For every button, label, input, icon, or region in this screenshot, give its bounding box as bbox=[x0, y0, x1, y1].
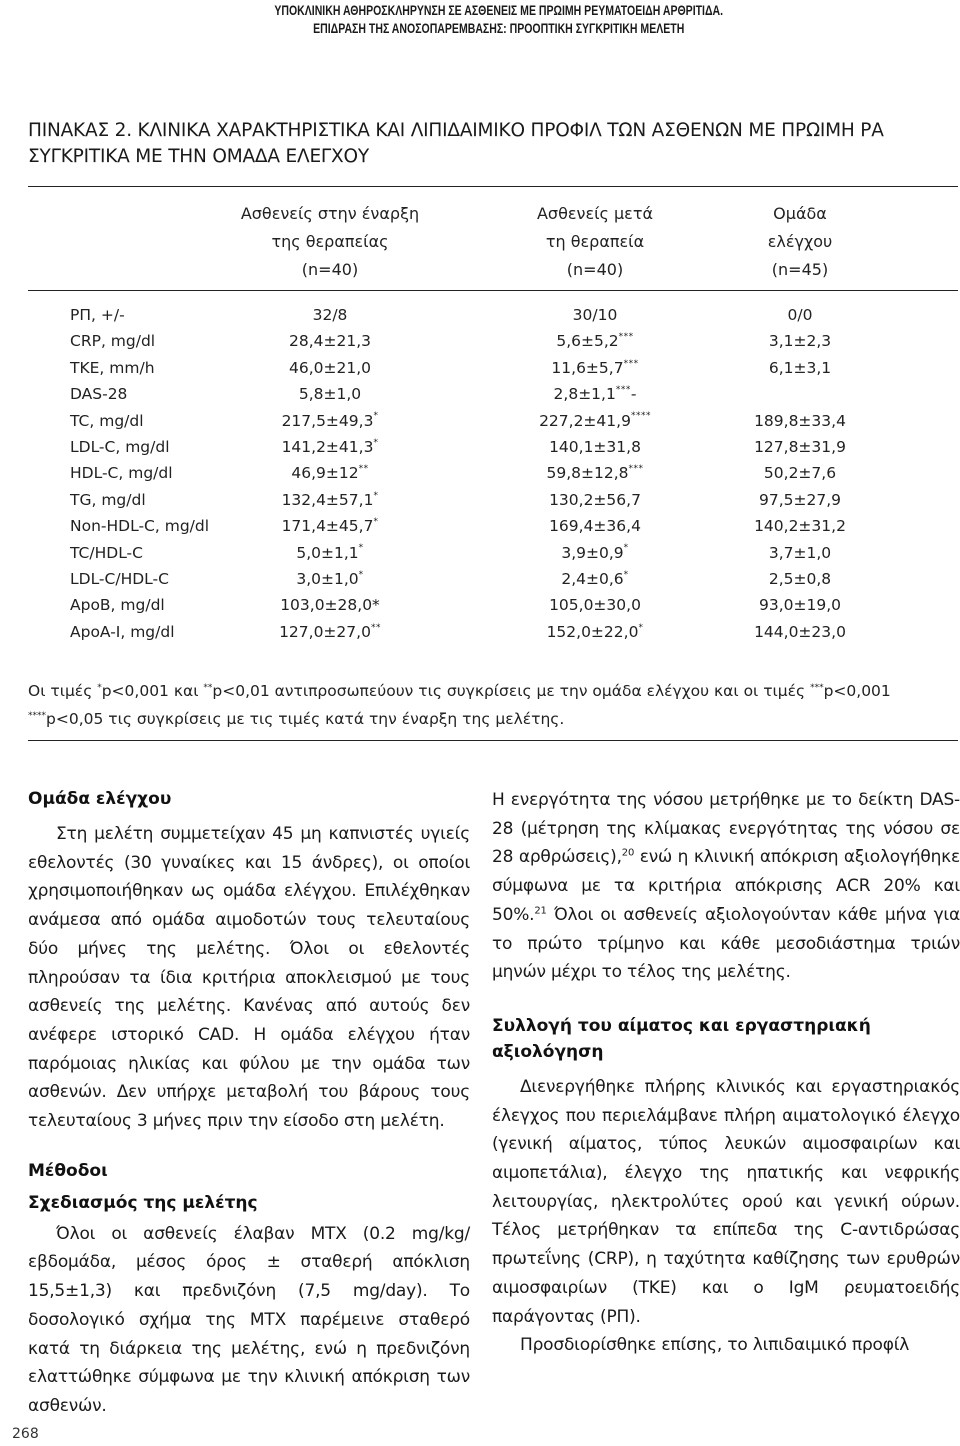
cell-control bbox=[720, 306, 880, 324]
cell-value: 97,5±27,9 bbox=[758, 490, 841, 509]
column-header-control bbox=[720, 200, 880, 284]
row-label bbox=[70, 359, 155, 377]
cell-value: TKE, mm/h bbox=[70, 358, 155, 377]
cell-baseline bbox=[250, 570, 410, 588]
table-title bbox=[28, 118, 948, 170]
column-header-line: (n=40) bbox=[301, 260, 359, 279]
cell-value: 169,4±36,4 bbox=[549, 517, 641, 536]
cell-value: DAS-28 bbox=[70, 385, 128, 404]
row-label bbox=[70, 517, 209, 535]
table-row bbox=[0, 623, 960, 649]
cell-baseline bbox=[250, 438, 410, 456]
column-header-line: της θεραπείας bbox=[271, 232, 389, 251]
significance-marker: *** bbox=[615, 385, 631, 396]
section-heading-study-design: Σχεδιασμός της μελέτης bbox=[28, 1192, 258, 1213]
cell-value: 227,2±41,9 bbox=[539, 411, 631, 430]
cell-control bbox=[720, 544, 880, 562]
table-row bbox=[0, 438, 960, 464]
cell-baseline bbox=[250, 306, 410, 324]
table-row bbox=[0, 332, 960, 358]
cell-value: ApoA-I, mg/dl bbox=[70, 622, 175, 641]
table-row bbox=[0, 359, 960, 385]
cell-baseline bbox=[250, 596, 410, 614]
cell-baseline bbox=[250, 464, 410, 482]
column-header-after-treatment bbox=[505, 200, 685, 284]
right-column bbox=[492, 786, 960, 1360]
cell-control bbox=[720, 517, 880, 535]
significance-marker: * bbox=[358, 543, 364, 554]
significance-marker: * bbox=[638, 622, 644, 633]
cell-value: 50,2±7,6 bbox=[763, 464, 837, 483]
cell-suffix: - bbox=[630, 385, 637, 404]
footnote-star: *** bbox=[810, 683, 824, 693]
table-footnote bbox=[28, 676, 948, 732]
table-row bbox=[0, 517, 960, 543]
cell-value: 171,4±45,7 bbox=[281, 517, 374, 536]
cell-control bbox=[720, 359, 880, 377]
section-heading-blood-collection: Συλλογή του αίματος και εργαστηριακή αξιολόγηση bbox=[492, 1015, 871, 1062]
cell-value: 130,2±56,7 bbox=[549, 490, 641, 509]
cell-after-treatment bbox=[500, 385, 690, 403]
cell-value: 32/8 bbox=[312, 306, 348, 324]
section-heading-methods: Μέθοδοι bbox=[28, 1160, 108, 1181]
cell-baseline bbox=[250, 544, 410, 562]
cell-value: 28,4±21,3 bbox=[288, 332, 371, 351]
cell-control bbox=[720, 491, 880, 509]
cell-after-treatment bbox=[500, 464, 690, 482]
cell-value: 152,0±22,0 bbox=[546, 622, 639, 641]
row-label bbox=[70, 464, 173, 482]
left-column bbox=[28, 786, 470, 1421]
cell-value: 93,0±19,0 bbox=[758, 596, 841, 615]
cell-value: ΡΠ, +/- bbox=[70, 306, 125, 324]
cell-after-treatment bbox=[500, 412, 690, 430]
paragraph-control-group: Στη μελέτη συμμετείχαν 45 μη καπνιστές υγιείς εθελοντές (30 γυναίκες και 15 άνδρες), οι οποίοι χρησιμοποιήθηκαν ως ομάδα ελέγχου. Επιλέχθηκαν ανάμεσα από ομάδα αιμοδοτών τους τελευταίους δύο μήνες της μελέτης. Όλοι οι εθελοντές πληρούσαν τα ίδια κριτήρια αποκλεισμού με τους ασθενείς της μελέτης. Κανένας από αυτούς δεν ανέφερε ιστορικό CAD. Η ομάδα ελέγχου ήταν παρόμοιας ηλικίας και φύλου με την ομάδα των ασθενών. Δεν υπήρχε μεταβολή του βάρους τους τελευταίους 3 μήνες πριν την είσοδο στη μελέτη. bbox=[28, 824, 470, 1132]
cell-value: LDL-C, mg/dl bbox=[70, 438, 170, 456]
cell-value: 105,0±30,0 bbox=[549, 596, 641, 615]
running-header-line2: ΕΠΙΔΡΑΣΗ ΤΗΣ ΑΝΟΣΟΠΑΡΕΜΒΑΣΗΣ: ΠΡΟΟΠΤΙΚΗ ΣΥΓΚΡΙΤΙΚΗ ΜΕΛΕΤΗ bbox=[313, 21, 685, 36]
footnote-star: ** bbox=[203, 683, 213, 693]
footnote-star: **** bbox=[28, 711, 46, 722]
cell-value: 2,8±1,1 bbox=[553, 385, 616, 404]
row-label bbox=[70, 412, 144, 430]
cell-after-treatment bbox=[500, 359, 690, 377]
cell-value: TC/HDL-C bbox=[70, 543, 143, 562]
paragraph-study-design: Όλοι οι ασθενείς έλαβαν MTX (0.2 mg/kg/εβδομάδα, μέσος όρος ± σταθερή απόκλιση 15,5±1,3) και πρεδνιζόνη (7,5 mg/day). Το δοσολογικό σχήμα της MTX παρέμεινε σταθερό κατά τη διάρκεια της μελέτης, ενώ η πρεδνιζόνη ελαττώθηκε σύμφωνα με την κλινική απόκριση των ασθενών. bbox=[28, 1223, 470, 1416]
significance-marker: ** bbox=[370, 622, 381, 633]
footnote-star: * bbox=[97, 683, 102, 693]
table-title-line2: ΣΥΓΚΡΙΤΙΚΑ ΜΕ ΤΗΝ ΟΜΑΔΑ ΕΛΕΓΧΟΥ bbox=[28, 146, 369, 167]
column-header-line: Ασθενείς στην έναρξη bbox=[240, 204, 420, 223]
cell-after-treatment bbox=[500, 332, 690, 350]
column-header-line: Ομάδα bbox=[773, 204, 827, 223]
cell-value: 103,0±28,0* bbox=[280, 596, 380, 615]
cell-after-treatment bbox=[500, 306, 690, 324]
cell-value: 3,1±2,3 bbox=[768, 332, 832, 351]
paragraph-disease-activity bbox=[492, 786, 960, 987]
cell-after-treatment bbox=[500, 623, 690, 641]
running-header-line1: ΥΠΟΚΛΙΝΙΚΗ ΑΘΗΡΟΣΚΛΗΡΥΝΣΗ ΣΕ ΑΣΘΕΝΕΙΣ ΜΕ ΠΡΩΙΜΗ ΡΕΥΜΑΤΟΕΙΔΗ ΑΡΘΡΙΤΙΔΑ. bbox=[274, 3, 724, 18]
cell-after-treatment bbox=[500, 438, 690, 456]
table-title-line1: ΠΙΝΑΚΑΣ 2. ΚΛΙΝΙΚΑ ΧΑΡΑΚΤΗΡΙΣΤΙΚΑ ΚΑΙ ΛΙΠΙΔΑΙΜΙΚΟ ΠΡΟΦΙΛ ΤΩΝ ΑΣΘΕΝΩΝ ΜΕ ΠΡΩΙΜΗ ΡΑ bbox=[28, 120, 884, 141]
cell-baseline bbox=[250, 623, 410, 641]
table-row bbox=[0, 464, 960, 490]
section-heading-control-group: Ομάδα ελέγχου bbox=[28, 789, 172, 809]
cell-value: 189,8±33,4 bbox=[754, 411, 846, 430]
cell-control bbox=[720, 623, 880, 641]
row-label bbox=[70, 438, 170, 456]
cell-value: TG, mg/dl bbox=[70, 490, 146, 509]
cell-value: 5,0±1,1 bbox=[296, 543, 359, 562]
cell-value: 0/0 bbox=[787, 306, 813, 324]
paragraph-text: Η ενεργότητα της νόσου μετρήθηκε με το δείκτη DAS-28 (μέτρηση της κλίμακας ενεργότητας της νόσου σε 28 αρθρώσεις), bbox=[492, 790, 960, 868]
cell-value: 140,2±31,2 bbox=[754, 517, 846, 536]
cell-value: 46,0±21,0 bbox=[288, 358, 371, 377]
cell-value: CRP, mg/dl bbox=[70, 332, 156, 351]
column-header-line: (n=40) bbox=[566, 260, 624, 279]
cell-baseline bbox=[250, 412, 410, 430]
significance-marker: * bbox=[623, 569, 629, 580]
table-row bbox=[0, 385, 960, 411]
cell-value: 5,8±1,0 bbox=[298, 385, 362, 404]
cell-value: 3,0±1,0 bbox=[296, 570, 359, 588]
significance-marker: *** bbox=[628, 464, 644, 475]
cell-baseline bbox=[250, 359, 410, 377]
cell-control bbox=[720, 332, 880, 350]
cell-value: 2,4±0,6 bbox=[561, 570, 624, 588]
table-row bbox=[0, 412, 960, 438]
cell-value: 141,2±41,3 bbox=[281, 438, 374, 456]
cell-value: 46,9±12 bbox=[291, 464, 359, 483]
cell-control bbox=[720, 464, 880, 482]
row-label bbox=[70, 385, 127, 403]
cell-value: 5,6±5,2 bbox=[556, 332, 619, 351]
significance-marker: * bbox=[358, 569, 364, 580]
cell-after-treatment bbox=[500, 596, 690, 614]
row-label bbox=[70, 623, 175, 641]
significance-marker: **** bbox=[630, 411, 651, 422]
row-label bbox=[70, 491, 146, 509]
column-header-baseline bbox=[240, 200, 420, 284]
cell-control bbox=[720, 596, 880, 614]
cell-value: 59,8±12,8 bbox=[546, 464, 629, 483]
significance-marker: ** bbox=[358, 464, 369, 475]
column-header-line: Ασθενείς μετά bbox=[536, 204, 653, 223]
cell-value: ApoB, mg/dl bbox=[70, 596, 165, 615]
cell-value: Non-HDL-C, mg/dl bbox=[70, 517, 210, 536]
reference-number: 21 bbox=[534, 905, 547, 917]
significance-marker: * bbox=[373, 517, 379, 528]
paragraph-text: Όλοι οι ασθενείς αξιολογούνταν κάθε μήνα για το πρώτο τρίμηνο και κάθε μεσοδιάστημα τριών μηνών μέχρι το τέλος της μελέτης. bbox=[492, 904, 960, 983]
paragraph-text: ενώ η κλινική απόκριση αξιολογήθηκε σύμφωνα με τα κριτήρια απόκρισης ACR 20% και 50%. bbox=[492, 847, 960, 925]
cell-value: 2,5±0,8 bbox=[768, 570, 832, 588]
reference-number: 20 bbox=[621, 847, 635, 859]
cell-value: LDL-C/HDL-C bbox=[70, 570, 169, 588]
footnote-text: p<0,05 τις συγκρίσεις με τις τιμές κατά την έναρξη της μελέτης. bbox=[46, 710, 565, 729]
table-top-rule bbox=[28, 186, 958, 187]
cell-value: 3,9±0,9 bbox=[561, 543, 624, 562]
significance-marker: * bbox=[373, 490, 379, 501]
paragraph-lab-evaluation: Διενεργήθηκε πλήρης κλινικός και εργαστηριακός έλεγχος που περιελάμβανε πλήρη αιματολογικό έλεγχο (γενική αίματος, τύπος λευκών αιμοσφαιρίων και αιμοπετάλια), έλεγχο της ηπατικής και νεφρικής λειτουργίας, ηλεκτρολύτες ορού και γενική ούρων. Τέλος μετρήθηκαν τα επίπεδα της C-αντιδρώσας πρωτεΐνης (CRP), η ταχύτητα καθίζησης των ερυθρών αιμοσφαιρίων (ΤΚΕ) και ο IgM ρευματοειδής παράγοντας (ΡΠ). bbox=[492, 1076, 960, 1327]
table-row bbox=[0, 306, 960, 332]
significance-marker: *** bbox=[618, 332, 634, 343]
table-row bbox=[0, 570, 960, 596]
row-label bbox=[70, 332, 155, 350]
cell-value: 132,4±57,1 bbox=[281, 490, 374, 509]
row-label bbox=[70, 544, 143, 562]
footnote-text: p<0,001 και bbox=[101, 682, 204, 701]
table-row bbox=[0, 596, 960, 622]
row-label bbox=[70, 306, 125, 324]
cell-after-treatment bbox=[500, 544, 690, 562]
cell-after-treatment bbox=[500, 517, 690, 535]
column-header-line: (n=45) bbox=[771, 260, 829, 279]
significance-marker: * bbox=[373, 437, 379, 448]
cell-control bbox=[720, 438, 880, 456]
footnote-text: p<0,001 bbox=[823, 682, 891, 701]
footnote-text: p<0,01 αντιπροσωπεύουν τις συγκρίσεις με την ομάδα ελέγχου και οι τιμές bbox=[212, 682, 811, 701]
cell-baseline bbox=[250, 517, 410, 535]
running-header bbox=[124, 2, 873, 38]
cell-control bbox=[720, 412, 880, 430]
table-row bbox=[0, 491, 960, 517]
cell-value: 127,8±31,9 bbox=[754, 438, 846, 456]
cell-value: 30/10 bbox=[572, 306, 618, 324]
cell-value: TC, mg/dl bbox=[70, 411, 144, 430]
cell-value: 127,0±27,0 bbox=[279, 622, 371, 641]
table-header-rule bbox=[28, 290, 958, 291]
cell-control bbox=[720, 570, 880, 588]
table-row bbox=[0, 544, 960, 570]
cell-value: 6,1±3,1 bbox=[768, 358, 832, 377]
cell-after-treatment bbox=[500, 491, 690, 509]
cell-value: 144,0±23,0 bbox=[754, 622, 846, 641]
footnote-text: Οι τιμές bbox=[28, 682, 98, 701]
significance-marker: * bbox=[623, 543, 629, 554]
cell-value: HDL-C, mg/dl bbox=[70, 464, 173, 483]
column-header-line: τη θεραπεία bbox=[545, 232, 645, 251]
cell-value: 3,7±1,0 bbox=[768, 543, 832, 562]
cell-baseline bbox=[250, 332, 410, 350]
row-label bbox=[70, 596, 165, 614]
cell-after-treatment bbox=[500, 570, 690, 588]
row-label bbox=[70, 570, 169, 588]
cell-value: 11,6±5,7 bbox=[551, 358, 624, 377]
significance-marker: *** bbox=[623, 358, 639, 369]
significance-marker: * bbox=[373, 411, 379, 422]
paragraph-lipid-profile: Προσδιορίσθηκε επίσης, το λιπιδαιμικό προφίλ bbox=[520, 1335, 910, 1356]
page-number: 268 bbox=[12, 1426, 39, 1442]
column-header-line: ελέγχου bbox=[767, 232, 833, 251]
table-bottom-rule bbox=[28, 740, 958, 741]
cell-baseline bbox=[250, 491, 410, 509]
cell-value: 140,1±31,8 bbox=[549, 438, 641, 456]
cell-value: 217,5±49,3 bbox=[281, 411, 374, 430]
cell-baseline bbox=[250, 385, 410, 403]
